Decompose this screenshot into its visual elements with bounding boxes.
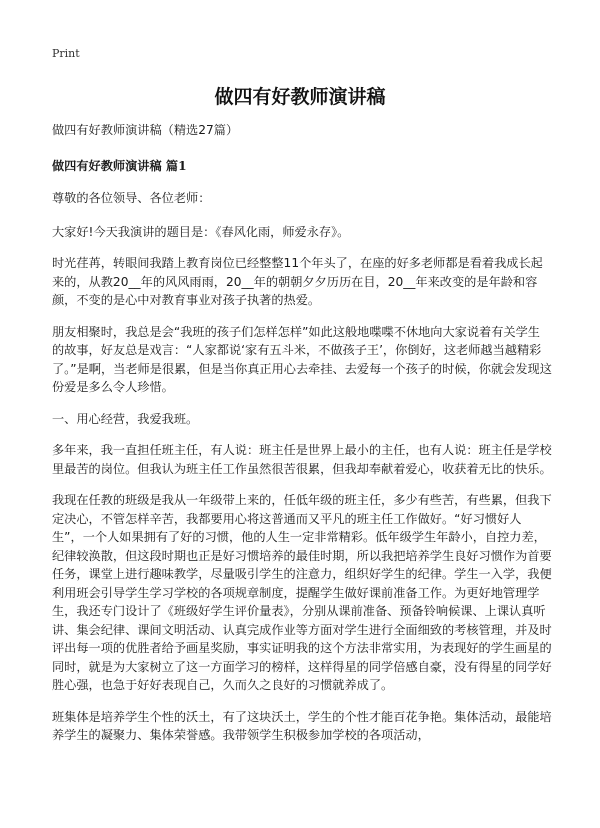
section-heading: 做四有好教师演讲稿 篇1 <box>52 158 187 173</box>
subsection-heading: 一、用心经营，我爱我班。 <box>52 411 199 426</box>
paragraph: 我现在任教的班级是我从一年级带上来的，任低年级的班主任，多少有些苦，有些累，但我下定决心，不管怎样辛苦，我都要用心将这普通而又平凡的班主任工作做好。“好习惯好人生”，一个人如果拥有了好的习惯，他的人生一定非常精彩。低年级学生年龄小，自控力差，纪律较涣散，但这段时期也正是好习惯培养的最佳时期，所以我把培养学生良好习惯作为首要任务，课堂上进行趣味教学，尽量吸引学生的注意力，组织好学生的纪律。学生一入学，我便利用班会引导学生学习学校的各项规章制度，提醒学生做好课前准备工作。为更好地管理学生，我还专门设计了《班级好学生评价量表》，分别从课前准备、预备铃响候课、上课认真听讲、集会纪律、课间文明活动、认真完成作业等方面对学生进行全面细致的考核管理，并及时评出每一项的优胜者给予画星奖励，事实证明我的这个方法非常实用，为表现好的学生画星的同时，就是为大家树立了这一方面学习的榜样，这样得星的同学倍感自豪，没有得星的同学好胜心强，也急于好好表现自己，久而久之良好的习惯就养成了。 <box>52 493 552 692</box>
paragraph: 时光荏苒，转眼间我踏上教育岗位已经整整11个年头了，在座的好多老师都是看着我成长起来的，从教20__年的风风雨雨，20__年的朝朝夕夕历历在目，20__年来改变的是年龄和容颜，不变的是心中对教育事业对孩子执著的热爱。 <box>52 256 543 307</box>
paragraph-topic: 大家好!今天我演讲的题目是：《春风化雨，师爱永存》。 <box>52 224 350 239</box>
paragraph: 班集体是培养学生个性的沃土，有了这块沃土，学生的个性才能百花争艳。集体活动，最能培养学生的凝聚力、集体荣誉感。我带领学生积极参加学校的各项活动， <box>52 709 552 742</box>
paragraph: 多年来，我一直担任班主任，有人说：班主任是世界上最小的主任，也有人说：班主任是学校里最苦的岗位。但我认为班主任工作虽然很苦很累，但我却奉献着爱心，收获着无比的快乐。 <box>52 443 552 476</box>
document-title: 做四有好教师演讲稿 <box>214 86 386 108</box>
paragraph: 朋友相聚时，我总是会“我班的孩子们怎样怎样”如此这般地喋喋不休地向大家说着有关学生的故事，好友总是戏言：“人家都说‘家有五斗米，不做孩子王’，你倒好，这老师越当越精彩了。”是啊，当老师是很累，但是当你真正用心去牵挂、去爱每一个孩子的时候，你就会发现这份爱是多么令人珍惜。 <box>52 324 552 394</box>
print-label: Print <box>52 47 80 60</box>
paragraph-greeting: 尊敬的各位领导、各位老师： <box>52 191 211 205</box>
document-body <box>52 121 552 758</box>
document-subtitle: 做四有好教师演讲稿（精选27篇） <box>52 123 239 137</box>
